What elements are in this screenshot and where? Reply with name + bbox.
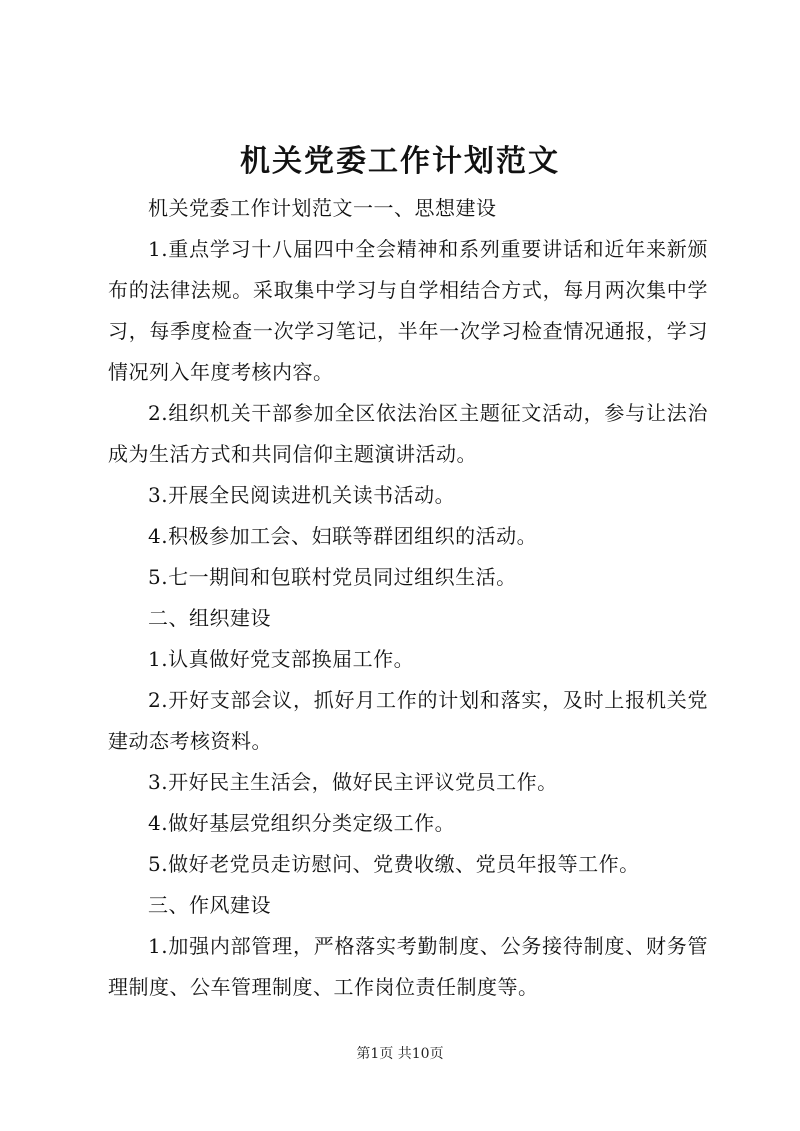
paragraph: 1.认真做好党支部换届工作。 xyxy=(148,647,415,671)
section-heading-style: 三、作风建设 xyxy=(148,893,271,917)
paragraph: 4.积极参加工会、妇联等群团组织的活动。 xyxy=(148,524,538,548)
paragraph: 1.加强内部管理，严格落实考勤制度、公务接待制度、财务管理制度、公车管理制度、工作岗位责任制度等。 xyxy=(108,934,708,999)
document-body xyxy=(108,188,708,1008)
paragraph: 5.七一期间和包联村党员同过组织生活。 xyxy=(148,565,517,589)
paragraph: 5.做好老党员走访慰问、党费收缴、党员年报等工作。 xyxy=(148,852,640,876)
paragraph: 3.开好民主生活会，做好民主评议党员工作。 xyxy=(148,770,558,794)
section-heading-organization: 二、组织建设 xyxy=(148,606,271,630)
document-title: 机关党委工作计划范文 xyxy=(240,144,560,179)
paragraph-intro-heading: 机关党委工作计划范文一一、思想建设 xyxy=(148,196,497,220)
paragraph: 2.组织机关干部参加全区依法治区主题征文活动，参与让法治成为生活方式和共同信仰主题演讲活动。 xyxy=(108,401,708,466)
paragraph: 2.开好支部会议，抓好月工作的计划和落实，及时上报机关党建动态考核资料。 xyxy=(108,688,708,753)
page-number-footer: 第1页 共10页 xyxy=(356,1046,444,1062)
paragraph: 4.做好基层党组织分类定级工作。 xyxy=(148,811,456,835)
paragraph: 1.重点学习十八届四中全会精神和系列重要讲话和近年来新颁布的法律法规。采取集中学习与自学相结合方式，每月两次集中学习，每季度检查一次学习笔记，半年一次学习检查情况通报，学习情况列入年度考核内容。 xyxy=(108,237,708,384)
paragraph: 3.开展全民阅读进机关读书活动。 xyxy=(148,483,456,507)
